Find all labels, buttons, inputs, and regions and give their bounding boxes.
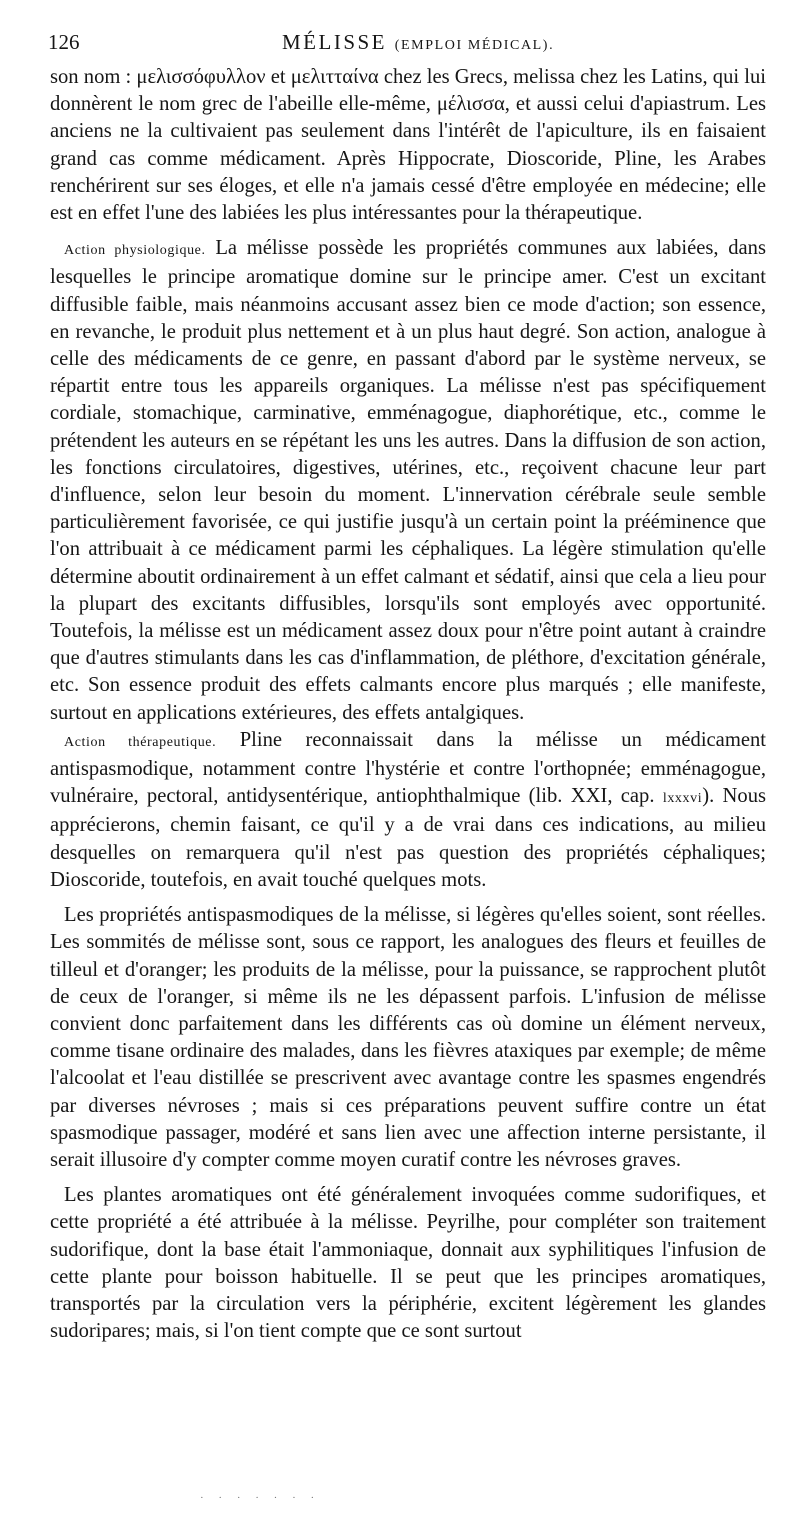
paragraph-antispasmodiques: Les propriétés antispasmodiques de la mélisse, si légères qu'elles soient, sont réelles. Les sommités de mélisse sont, sous ce rapport, les analogues des fleurs et feuilles de tilleul et d'oranger; les produits de la mélisse, pour la puissance, se rapprochent plutôt de ceux de l'oranger, si même ils ne les dépassent parfois. L'infusion de mélisse convient donc parfaitement dans les différents cas où domine un élément nerveux, comme tisane ordinaire des malades, dans les fièvres ataxiques par exemple; de même l'alcoolat et l'eau distillée se prescrivent avec avantage contre les spasmes engendrés par diverses névroses ; mais si ces préparations peuvent suffire contre un état spasmodique passager, modéré et sans lien avec une affection interne persistante, il serait illusoire d'y compter comme moyen curatif contre les névroses graves. xyxy=(50,904,766,1171)
page-number: 126 xyxy=(48,30,80,54)
running-title xyxy=(282,30,554,55)
running-title-sub: (EMPLOI MÉDICAL). xyxy=(394,38,555,53)
paragraph-text: La mélisse possède les propriétés communes aux labiées, dans lesquelles le principe aromatique domine sur le principe amer. C'est un excitant diffusible faible, mais néanmoins accusant assez bien ce mode d'action; son essence, en revanche, le produit plus nettement et à un plus haut degré. Son action, analogue à celle des médicaments de ce genre, en passant d'abord par le système nerveux, se répartit entre tous les appareils organiques. La mélisse n'est pas spécifiquement cordiale, stomachique, carminative, emménagogue, diaphorétique, etc., comme le prétendent les auteurs en se répétant les uns les autres. Dans la diffusion de son action, les fonctions circulatoires, digestives, utérines, etc., reçoivent chacune leur part d'influence, selon leur besoin du moment. L'innervation cérébrale seule semble particulièrement favorisée, ce qui justifie jusqu'à un certain point la prééminence que l'on attribuait à ce médicament parmi les céphaliques. La légère stimulation qu'elle détermine aboutit ordinairement à un effet calmant et sédatif, ainsi que cela a lieu pour la plupart des excitants diffusibles, lorsqu'ils sont employés avec opportunité. Toutefois, la mélisse est un médicament assez doux pour n'être point autant à craindre que d'autres stimulants dans les cas d'inflammation, de pléthore, d'excitation générale, etc. Son essence produit des effets calmants encore plus marqués ; elle manifeste, surtout en applications extérieures, des effets antalgiques. xyxy=(50,237,766,724)
paragraph-action-physiologique xyxy=(50,235,766,727)
page-bottom-marks: · · · · · · · xyxy=(200,1492,321,1504)
paragraph-text: ). Nous apprécierons, chemin faisant, ce qu'il y a de vrai dans ces indications, au milieu desquelles on remarquera qu'il n'est pas question des propriétés céphaliques; Dioscoride, toutefois, en avait touché quelques mots. xyxy=(50,785,767,891)
section-heading-physiologique: Action physiologique. xyxy=(64,243,206,259)
paragraph-intro: son nom : μελισσόφυλλον et μελιτταίνα chez les Grecs, melissa chez les Latins, qui lui donnèrent le nom grec de l'abeille elle-même, μέλισσα, et aussi celui d'apiastrum. Les anciens ne la cultivaient pas seulement dans l'intérêt de l'apiculture, ils en faisaient grand cas comme médicament. Après Hippocrate, Dioscoride, Pline, les Arabes renchérirent sur ses éloges, et elle n'a jamais cessé d'être employée en médecine; elle est en effet l'une des labiées les plus intéressantes pour la thérapeutique. xyxy=(50,66,766,225)
roman-numeral: lxxxvi xyxy=(662,791,703,807)
section-heading-therapeutique: Action thérapeutique. xyxy=(64,734,217,750)
paragraph-text: Pline reconnaissait dans la mélisse un médicament antispasmodique, notamment contre l'hystérie et contre l'orthopnée; emménagogue, vulnéraire, pectoral, antidysentérique, antiophthalmique (lib. XXI, cap. xyxy=(50,728,766,808)
paragraph-action-therapeutique xyxy=(50,727,766,894)
running-head xyxy=(50,30,766,64)
book-page xyxy=(50,30,766,1345)
body-text xyxy=(50,64,766,1345)
running-title-main: MÉLISSE xyxy=(282,30,388,54)
paragraph-sudorifiques: Les plantes aromatiques ont été généralement invoquées comme sudorifiques, et cette propriété a été attribuée à la mélisse. Peyrilhe, pour compléter son traitement sudorifique, dont la base était l'ammoniaque, donnait aux syphilitiques l'infusion de cette plante pour boisson habituelle. Il se peut que les principes aromatiques, transportés par la circulation vers la périphérie, excitent légèrement les glandes sudoripares; mais, si l'on tient compte que ce sont surtout xyxy=(50,1184,766,1343)
